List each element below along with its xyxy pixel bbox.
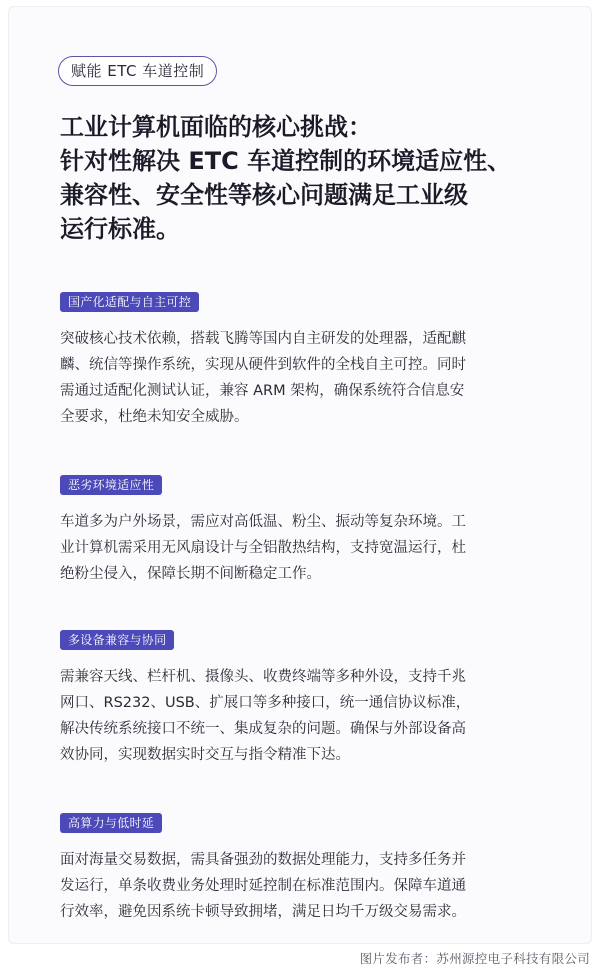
section-performance: [60, 812, 550, 925]
section-environment: [60, 474, 550, 587]
section-badge: 国产化适配与自主可控: [60, 292, 199, 312]
section-body: [60, 509, 550, 587]
section-localization: [60, 291, 550, 430]
body-line: 车道多为户外场景，需应对高低温、粉尘、振动等复杂环境。工: [60, 514, 466, 530]
body-line: 需兼容天线、栏杆机、摄像头、收费终端等多种外设，支持千兆: [60, 669, 466, 685]
section-body: [60, 847, 550, 925]
title-line: 针对性解决 ETC 车道控制的环境适应性、: [60, 147, 512, 175]
title-line: 兼容性、安全性等核心问题满足工业级: [60, 181, 468, 209]
body-line: 业计算机需采用无风扇设计与全铝散热结构，支持宽温运行，杜: [60, 540, 466, 556]
body-line: 网口、RS232、USB、扩展口等多种接口，统一通信协议标准，: [60, 695, 471, 711]
body-line: 面对海量交易数据，需具备强劲的数据处理能力，支持多任务并: [60, 852, 466, 868]
section-compatibility: [60, 629, 550, 768]
section-badge: 恶劣环境适应性: [60, 475, 162, 495]
body-line: 需通过适配化测试认证，兼容 ARM 架构，确保系统符合信息安: [60, 383, 465, 399]
publisher-credit: 图片发布者：苏州源控电子科技有限公司: [359, 951, 590, 966]
topic-tag: 赋能 ETC 车道控制: [58, 56, 217, 86]
body-line: 突破核心技术依赖，搭载飞腾等国内自主研发的处理器，适配麒: [60, 331, 466, 347]
section-body: [60, 664, 550, 768]
body-line: 麟、统信等操作系统，实现从硬件到软件的全栈自主可控。同时: [60, 357, 466, 373]
body-line: 行效率，避免因系统卡顿导致拥堵，满足日均千万级交易需求。: [60, 904, 466, 920]
body-line: 发运行，单条收费业务处理时延控制在标准范围内。保障车道通: [60, 878, 466, 894]
body-line: 解决传统系统接口不统一、集成复杂的问题。确保与外部设备高: [60, 721, 466, 737]
title-line: 运行标准。: [60, 215, 180, 243]
title-line: 工业计算机面临的核心挑战：: [60, 113, 372, 141]
section-body: [60, 326, 550, 430]
section-badge: 高算力与低时延: [60, 813, 162, 833]
body-line: 全要求，杜绝未知安全威胁。: [60, 409, 249, 425]
body-line: 效协同，实现数据实时交互与指令精准下达。: [60, 747, 350, 763]
page-title: [60, 110, 560, 246]
body-line: 绝粉尘侵入，保障长期不间断稳定工作。: [60, 566, 321, 582]
section-badge: 多设备兼容与协同: [60, 630, 174, 650]
